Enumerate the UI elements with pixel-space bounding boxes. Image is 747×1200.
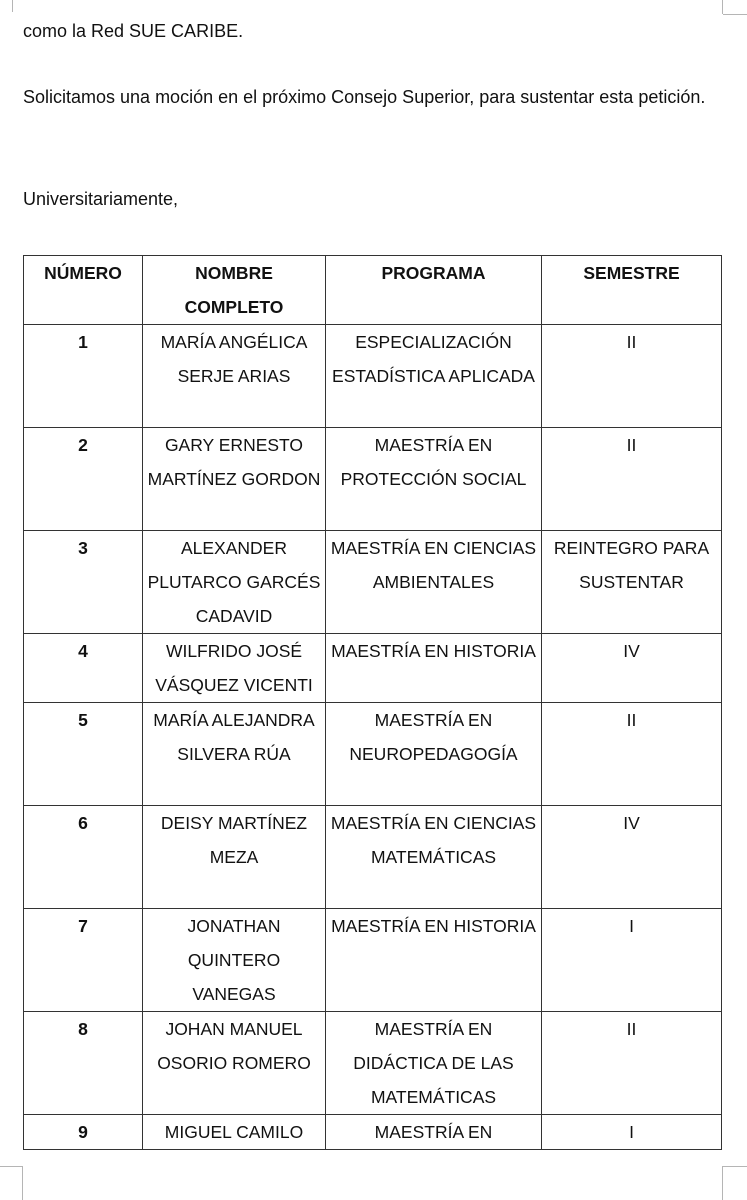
cell-semestre: IV (542, 806, 722, 909)
table-header-row (24, 256, 722, 325)
page-corner-mark-bottom-left (0, 1166, 22, 1167)
cell-numero: 8 (24, 1012, 143, 1115)
cell-nombre: JOHAN MANUEL OSORIO ROMERO (143, 1012, 326, 1115)
paragraph-solicitud-mocion: Solicitamos una moción en el próximo Consejo Superior, para sustentar esta petición. (23, 87, 706, 107)
cell-semestre: II (542, 428, 722, 531)
cell-semestre: II (542, 1012, 722, 1115)
cell-numero: 6 (24, 806, 143, 909)
cell-nombre: WILFRIDO JOSÉ VÁSQUEZ VICENTI (143, 634, 326, 703)
cell-programa: MAESTRÍA EN NEUROPEDAGOGÍA (326, 703, 542, 806)
cell-nombre: DEISY MARTÍNEZ MEZA (143, 806, 326, 909)
cell-nombre: MARÍA ANGÉLICA SERJE ARIAS (143, 325, 326, 428)
cell-semestre: II (542, 325, 722, 428)
header-semestre: SEMESTRE (542, 256, 722, 325)
cell-programa: MAESTRÍA EN CIENCIAS MATEMÁTICAS (326, 806, 542, 909)
cell-numero: 9 (24, 1115, 143, 1150)
cell-numero: 2 (24, 428, 143, 531)
cell-nombre: GARY ERNESTO MARTÍNEZ GORDON (143, 428, 326, 531)
cell-numero: 7 (24, 909, 143, 1012)
page-corner-mark-top-right (722, 0, 723, 14)
cell-semestre: REINTEGRO PARA SUSTENTAR (542, 531, 722, 634)
table-row (24, 806, 722, 909)
cell-numero: 5 (24, 703, 143, 806)
header-nombre-completo: NOMBRE COMPLETO (143, 256, 326, 325)
cell-semestre: I (542, 1115, 722, 1150)
cell-numero: 1 (24, 325, 143, 428)
table-row (24, 634, 722, 703)
cell-nombre: MIGUEL CAMILO (143, 1115, 326, 1150)
table-row (24, 325, 722, 428)
cell-programa: MAESTRÍA EN HISTORIA (326, 634, 542, 703)
table-row (24, 1012, 722, 1115)
page-corner-mark-bottom-right-v (722, 1166, 723, 1200)
paragraph-despedida: Universitariamente, (23, 189, 179, 209)
cell-programa: MAESTRÍA EN PROTECCIÓN SOCIAL (326, 428, 542, 531)
cell-programa: MAESTRÍA EN DIDÁCTICA DE LAS MATEMÁTICAS (326, 1012, 542, 1115)
table-row (24, 909, 722, 1012)
page-corner-mark-bottom-right (723, 1166, 747, 1167)
students-table (23, 255, 722, 1150)
cell-semestre: IV (542, 634, 722, 703)
table-row (24, 703, 722, 806)
cell-numero: 4 (24, 634, 143, 703)
page-corner-mark-bottom-left-v (22, 1166, 23, 1200)
paragraph-red-sue-caribe: como la Red SUE CARIBE. (23, 21, 244, 41)
table-row (24, 531, 722, 634)
page-corner-mark-top-left (0, 0, 13, 12)
cell-programa: MAESTRÍA EN (326, 1115, 542, 1150)
cell-semestre: I (542, 909, 722, 1012)
cell-programa: MAESTRÍA EN HISTORIA (326, 909, 542, 1012)
cell-programa: ESPECIALIZACIÓN ESTADÍSTICA APLICADA (326, 325, 542, 428)
cell-semestre: II (542, 703, 722, 806)
page-corner-mark-top-right-h (723, 14, 747, 15)
cell-numero: 3 (24, 531, 143, 634)
table-row (24, 428, 722, 531)
cell-nombre: MARÍA ALEJANDRA SILVERA RÚA (143, 703, 326, 806)
header-numero: NÚMERO (24, 256, 143, 325)
cell-programa: MAESTRÍA EN CIENCIAS AMBIENTALES (326, 531, 542, 634)
table-row (24, 1115, 722, 1150)
header-programa: PROGRAMA (326, 256, 542, 325)
cell-nombre: JONATHAN QUINTERO VANEGAS (143, 909, 326, 1012)
cell-nombre: ALEXANDER PLUTARCO GARCÉS CADAVID (143, 531, 326, 634)
